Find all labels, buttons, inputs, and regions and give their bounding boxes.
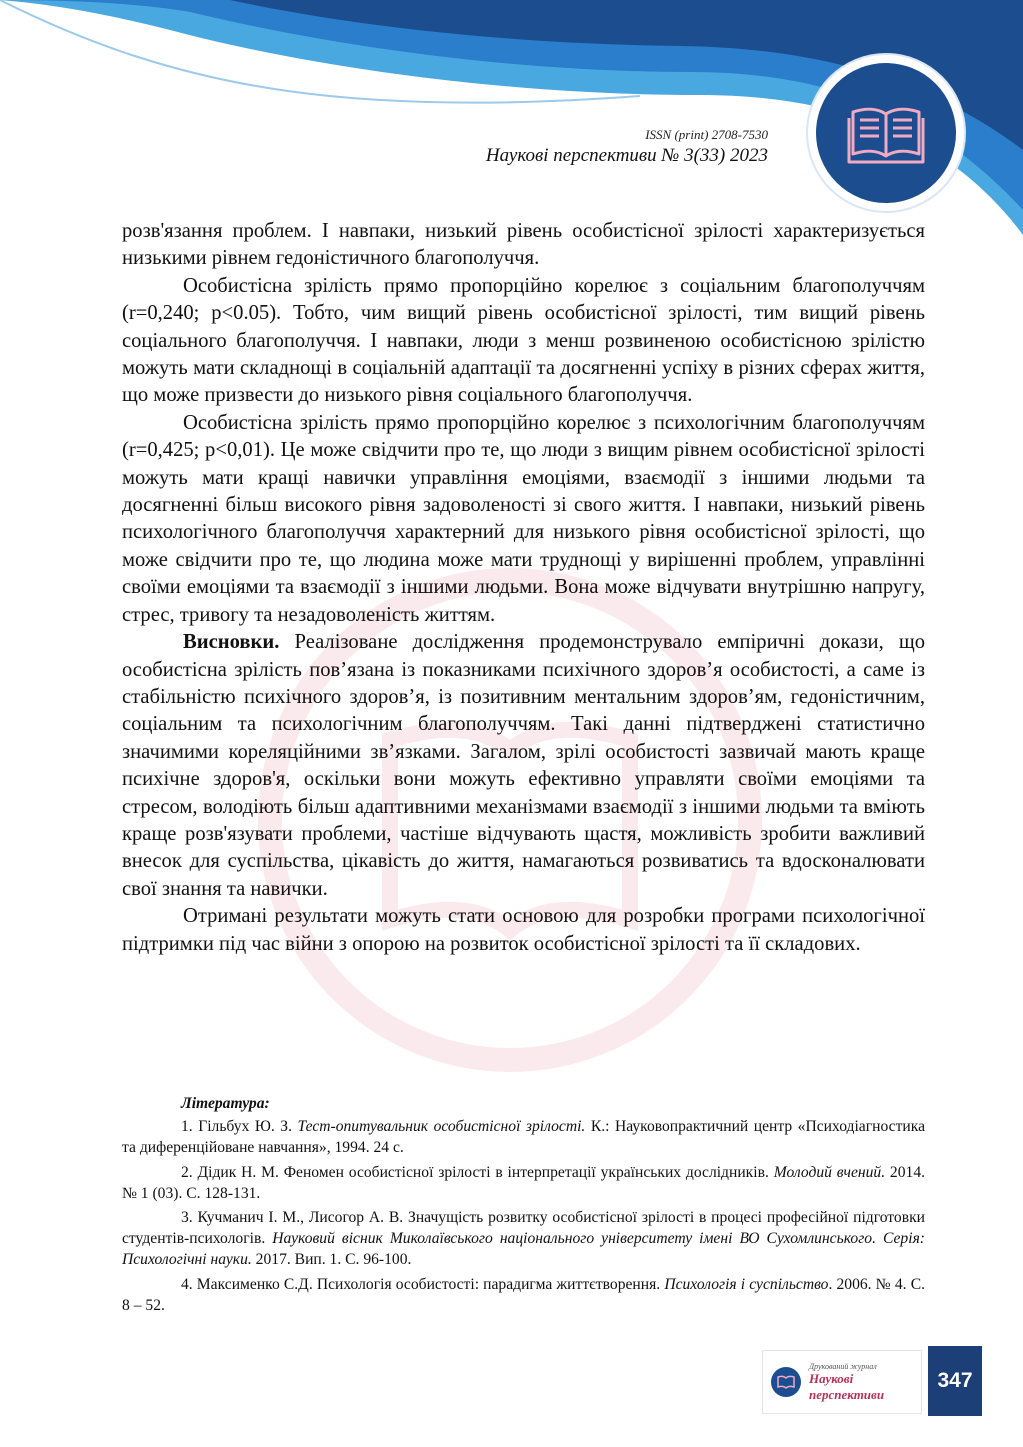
footer-logo-line1: Друкований журнал <box>809 1361 877 1371</box>
reference-item: 2. Дідик Н. М. Феномен особистісної зрілості в інтерпретації українських дослідників. Молодий вчений. 2014. № 1 (03). С. 128-131. <box>122 1163 926 1202</box>
references-section <box>122 1093 925 1319</box>
footer-logo-text <box>809 1362 921 1403</box>
page-number: 347 <box>928 1346 982 1416</box>
footer-logo-line2: Наукові перспективи <box>809 1370 885 1402</box>
conclusions-heading: Висновки. <box>183 631 280 654</box>
article-body <box>122 218 925 958</box>
references-title: Література: <box>181 1095 270 1112</box>
issn-label: ISSN (print) 2708-7530 <box>645 127 768 142</box>
reference-item: 3. Кучманич І. М., Лисогор А. В. Значущість розвитку особистісної зрілості в процесі професійної підготовки студентів-психологів. Науковий вісник Миколаївського національного університету імені ВО Сухомлинського. Серія: Психологічні науки. 2017. Вип. 1. С. 96-100. <box>122 1209 926 1269</box>
footer-journal-logo <box>762 1350 922 1414</box>
paragraph-5: Отримані результати можуть стати основою для розробки програми психологічної підтримки під час війни з опорою на розвиток особистісної зрілості та її складових. <box>122 905 925 955</box>
reference-item: 1. Гільбух Ю. З. Тест-опитувальник особистісної зрілості. К.: Науковопрактичний центр «Психодіагностика та диференційоване навчання», 1994. 24 с. <box>122 1118 925 1157</box>
journal-title: Наукові перспективи № 3(33) 2023 <box>485 145 768 166</box>
open-book-icon <box>847 98 925 168</box>
paragraph-3: Особистісна зрілість прямо пропорційно корелює з психологічним благополуччям (r=0,425; p<0,01). Це може свідчити про те, що люди з вищим рівнем особистісної зрілості можуть мати кращі навички управління емоціями, взаємодії з іншими людьми та досягненні більш високого рівня задоволеності зі свого життя. І навпаки, низький рівень психологічного благополуччя характерний для низького рівня особистісної зрілості, що може свідчити про те, що людина може мати труднощі у вирішенні проблем, управлінні своїми емоціями та взаємодії з іншими людьми. Вона може відчувати внутрішню напругу, стрес, тривогу та незадоволеність життям. <box>122 411 925 626</box>
paragraph-1: розв'язання проблем. І навпаки, низький рівень особистісної зрілості характеризується низькими рівнем гедоністичного благополуччя. <box>122 220 925 270</box>
paragraph-2: Особистісна зрілість прямо пропорційно корелює з соціальним благополуччям (r=0,240; p<0.05). Тобто, чим вищий рівень особистісної зрілості, тим вищий рівень соціального благополуччя. І навпаки, люди з менш розвиненою особистісною зрілістю можуть мати складнощі в соціальній адаптації та досягненні успіху в різних сферах життя, що може призвести до низького рівня соціального благополуччя. <box>122 274 925 407</box>
journal-badge <box>808 55 964 211</box>
paragraph-conclusions <box>122 629 925 903</box>
reference-item: 4. Максименко С.Д. Психологія особистості: парадигма життєтворення. Психологія і суспільство. 2006. № 4. С. 8 – 52. <box>122 1275 925 1314</box>
mini-book-icon <box>771 1367 801 1397</box>
conclusions-text: Реалізоване дослідження продемонструвало емпіричні докази, що особистісна зрілість пов’язана із показниками психічного здоров’я особистості, а саме із стабільністю психічного здоров’я, із позитивним ментальним здоров’ям, гедоністичним, соціальним та психологічним благополуччям. Такі данні підтверджені статистично значимими кореляційними зв’язками. Загалом, зрілі особистості зазвичай мають краще психічне здоров'я, оскільки вони можуть ефективно управляти своїми емоціями та стресом, володіють більш адаптивними механізмами взаємодії з іншими людьми та вміють краще розв'язувати проблеми, частіше відчувають щастя, можливість зробити важливий внесок для суспільства, цікавість до життя, намагаються розвиватись та вдосконалювати свої знання та навички. <box>122 631 925 900</box>
